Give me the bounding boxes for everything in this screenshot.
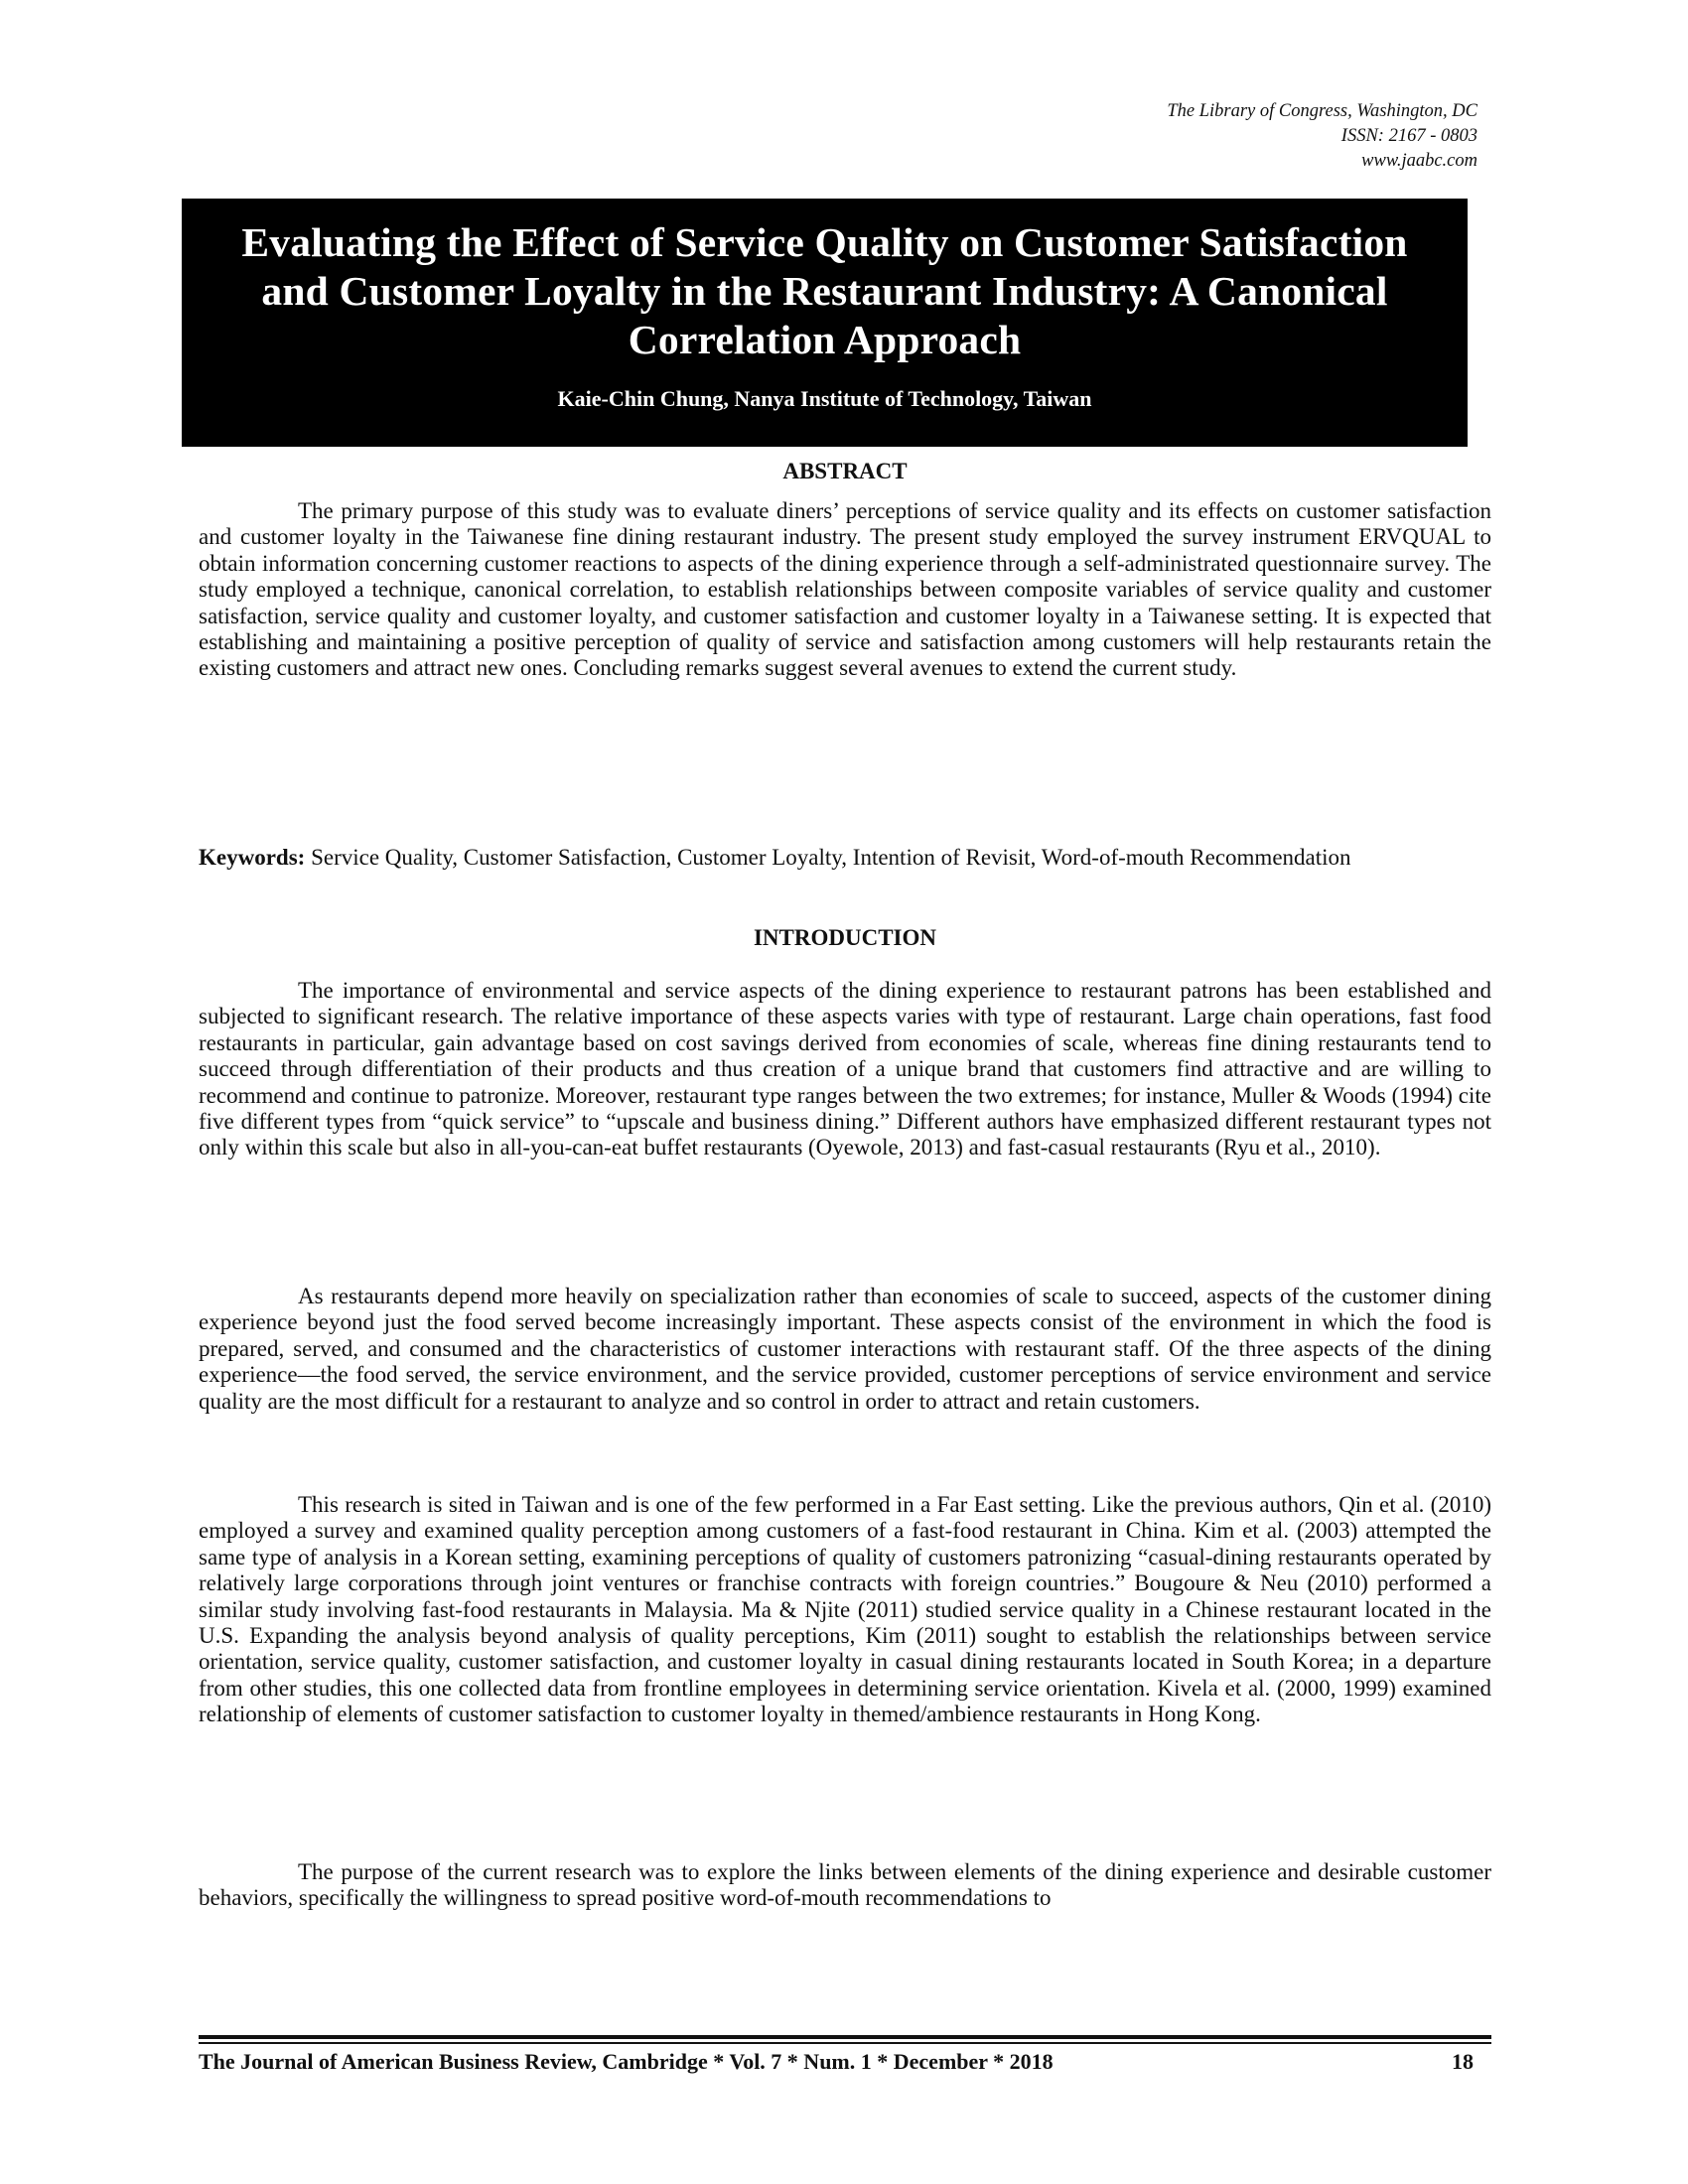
introduction-heading: INTRODUCTION [753,925,937,950]
intro-paragraph: The purpose of the current research was to explore the links between elements of the dining experience and desirable customer behaviors, specifically the willingness to spread positive word-of-mouth recommendations to [199,1859,1491,1911]
intro-paragraph: As restaurants depend more heavily on specialization rather than economies of scale to succeed, aspects of the customer dining experience beyond just the food served become increasingly important. These aspects consist of the environment in which the food is prepared, served, and consumed and the characteristics of customer interactions with restaurant staff. Of the three aspects of the dining experience—the food served, the service environment, and the service provided, customer perceptions of service environment and service quality are the most difficult for a restaurant to analyze and so control in order to attract and retain customers. [199,1284,1491,1414]
introduction-section [199,925,1491,951]
abstract-body-wrap [199,498,1491,682]
intro-paragraph-wrap-4 [199,1859,1491,1912]
intro-paragraph-wrap-3 [199,1492,1491,1728]
intro-paragraph-wrap-2 [199,1284,1491,1415]
footer-rule-thin [199,2042,1491,2044]
abstract-section [199,459,1491,484]
paper-title: Evaluating the Effect of Service Quality on Customer Satisfaction and Customer Loyalty in the Restaurant Industry: A Canonical Correlation Approach [241,219,1408,362]
issn-line: ISSN: 2167 - 0803 [1340,126,1477,146]
intro-paragraph-wrap-1 [199,978,1491,1161]
abstract-text: The primary purpose of this study was to evaluate diners’ perceptions of service quality and its effects on customer satisfaction and customer loyalty in the Taiwanese fine dining restaurant industry. The present study employed the survey instrument ERVQUAL to obtain information concerning customer reactions to aspects of the dining experience through a self-administrated questionnaire survey. The study employed a technique, canonical correlation, to establish relationships between composite variables of service quality and customer satisfaction, service quality and customer loyalty, and customer satisfaction and customer loyalty in a Taiwanese setting. It is expected that establishing and maintaining a positive perception of quality of service and satisfaction among customers will help restaurants retain the existing customers and attract new ones. Concluding remarks suggest several avenues to extend the current study. [199,498,1491,681]
intro-paragraph: This research is sited in Taiwan and is one of the few performed in a Far East setting. Like the previous authors, Qin et al. (2010) employed a survey and examined quality perception among customers of a fast-food restaurant in China. Kim et al. (2003) attempted the same type of analysis in a Korean setting, examining perceptions of quality of customers patronizing “casual-dining restaurants operated by relatively large corporations through joint ventures or franchise contracts with foreign countries.” Bougoure & Neu (2010) performed a similar study involving fast-food restaurants in Malaysia. Ma & Njite (2011) studied service quality in a Chinese restaurant located in the U.S. Expanding the analysis beyond analysis of quality perceptions, Kim (2011) sought to establish the relationships between service orientation, service quality, customer satisfaction, and customer loyalty in casual dining restaurants located in South Korea; in a departure from other studies, this one collected data from frontline employees in determining service orientation. Kivela et al. (2000, 1999) examined relationship of elements of customer satisfaction to customer loyalty in themed/ambience restaurants in Hong Kong. [199,1492,1491,1727]
journal-citation: The Journal of American Business Review, Cambridge * Vol. 7 * Num. 1 * December * 2018 [199,2049,1054,2074]
keywords-line [199,845,1491,871]
page-number: 18 [1452,2049,1474,2074]
intro-paragraph: The importance of environmental and service aspects of the dining experience to restaurant patrons has been established and subjected to significant research. The relative importance of these aspects varies with type of restaurant. Large chain operations, fast food restaurants in particular, gain advantage based on cost savings derived from economies of scale, whereas fine dining restaurants tend to succeed through differentiation of their products and thus creation of a unique brand that customers find attractive and are willing to recommend and continue to patronize. Moreover, restaurant type ranges between the two extremes; for instance, Muller & Woods (1994) cite five different types from “quick service” to “upscale and business dining.” Different authors have emphasized different restaurant types not only within this scale but also in all-you-can-eat buffet restaurants (Oyewole, 2013) and fast-casual restaurants (Ryu et al., 2010). [199,978,1491,1160]
footer-rule [199,2035,1491,2039]
page-footer [199,2049,1491,2075]
website-line: www.jaabc.com [1361,151,1477,171]
keywords-text: Service Quality, Customer Satisfaction, Customer Loyalty, Intention of Revisit, Word-of-mouth Recommendation [305,845,1351,870]
publisher-info [1167,99,1477,174]
keywords-label: Keywords: [199,845,306,870]
title-block [182,199,1468,447]
abstract-heading: ABSTRACT [782,459,908,483]
keywords-section [199,845,1491,871]
author-affiliation: Kaie-Chin Chung, Nanya Institute of Technology, Taiwan [557,386,1092,411]
publisher-line: The Library of Congress, Washington, DC [1167,101,1477,121]
